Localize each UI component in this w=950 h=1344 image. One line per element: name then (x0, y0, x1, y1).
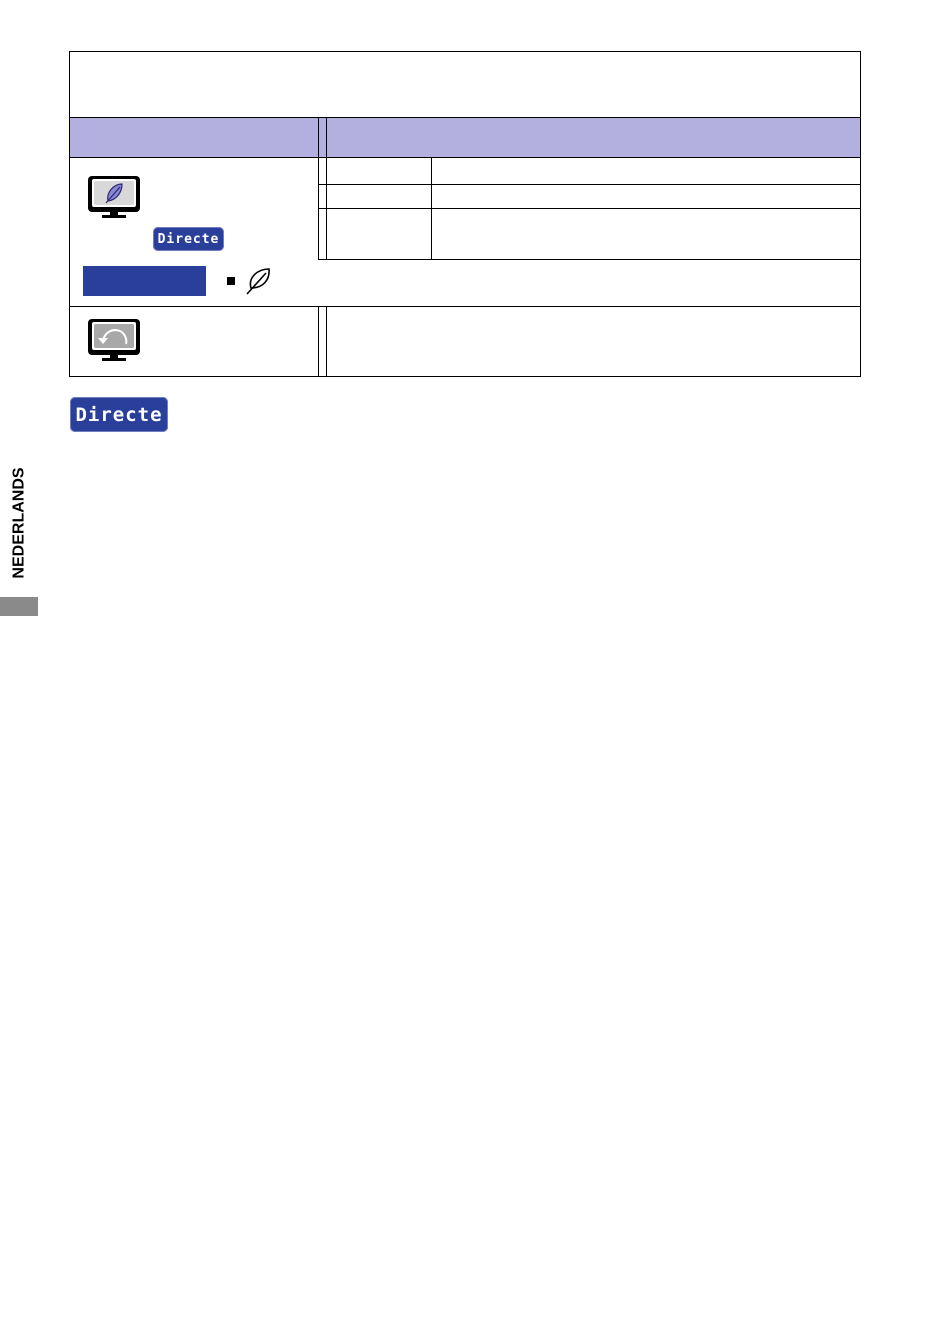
table-header-band (70, 118, 860, 157)
monitor-leaf-icon (86, 174, 142, 220)
setting-column-divider (431, 158, 432, 259)
blue-label-bar (83, 266, 206, 296)
monitor-reset-icon (86, 317, 142, 363)
side-tab-marker (0, 597, 38, 616)
subrow-divider-3 (318, 259, 860, 260)
language-label-text: NEDERLANDS (11, 467, 28, 579)
eco-row-bottom-rule (70, 306, 860, 307)
directe-badge-small: Directe (153, 227, 224, 251)
black-square-bullet (227, 277, 235, 285)
header-bottom-rule (70, 157, 860, 158)
reset-divider-left (318, 307, 319, 377)
reset-divider-right (326, 307, 327, 377)
header-top-rule (70, 117, 860, 118)
language-side-label (0, 457, 40, 589)
column-divider-left (318, 118, 319, 260)
column-divider-right (326, 118, 327, 260)
leaf-outline-icon (244, 266, 274, 296)
directe-badge-large: Directe (70, 397, 168, 432)
subrow-divider-2 (318, 208, 860, 209)
menu-table (69, 51, 861, 377)
subrow-divider-1 (318, 184, 860, 185)
